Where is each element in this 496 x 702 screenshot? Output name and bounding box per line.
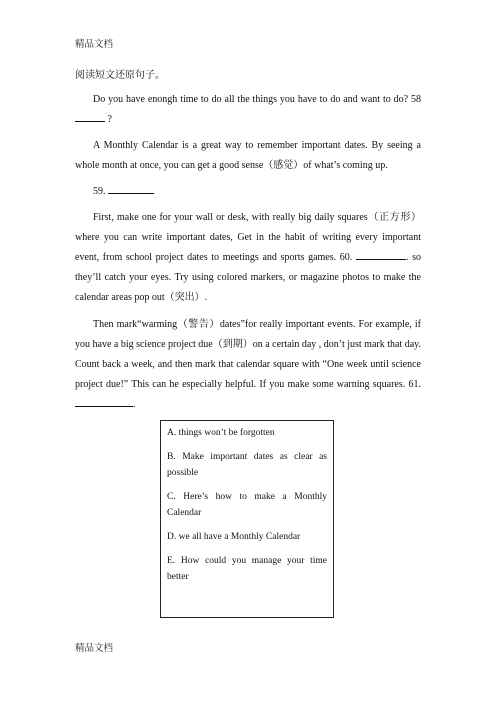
blank-58 [75, 110, 105, 122]
paragraph-5-text: Then mark“warming（警告）dates”for really important events. For example, if you have a big science project due（到期）on a certain day , don’t just mark that day. Count back a week, and then mark that calendar square with “One week until science project due!” This can he especially helpful. If you make some warning squares. 61. [75, 319, 422, 390]
paragraph-5-tail: . [133, 399, 136, 410]
paragraph-4 [75, 208, 421, 308]
paragraph-4-tail: . so they’ll catch your eyes. Try using colored markers, or magazine photos to make the calendar areas pop out（突出）. [75, 252, 421, 303]
paragraph-1-text: Do you have enongh time to do all the things you have to do and want to do? 58 [93, 94, 421, 105]
paragraph-1-tail: ? [105, 114, 112, 125]
blank-60 [356, 248, 406, 260]
question-59-label: 59. [93, 186, 108, 197]
page-header: 精品文档 [75, 40, 114, 50]
option-b: B. Make important dates as clear as possible [167, 452, 327, 478]
option-e: E. How could you manage your time better [167, 556, 327, 582]
page-footer: 精品文档 [75, 644, 114, 654]
paragraph-4-text: First, make one for your wall or desk, with really big daily squares（正方形）where you can write important dates, Get in the habit of writing every important event, from school project dates to meetings and sports games. 60. [75, 212, 421, 263]
option-c: C. Here’s how to make a Monthly Calendar [167, 492, 327, 518]
option-d: D. we all have a Monthly Calendar [167, 532, 301, 542]
paragraph-5 [75, 315, 421, 415]
blank-61 [75, 395, 133, 407]
options-box [160, 420, 334, 618]
blank-59 [108, 182, 154, 194]
instruction: 阅读短文还原句子。 [75, 70, 165, 81]
paragraph-3 [75, 182, 421, 202]
paragraph-1 [75, 90, 421, 130]
option-a: A. things won’t be forgotten [167, 428, 275, 438]
paragraph-2: A Monthly Calendar is a great way to remember important dates. By seeing a whole month at once, you can get a good sense（感觉）of what’s coming up. [75, 140, 421, 171]
